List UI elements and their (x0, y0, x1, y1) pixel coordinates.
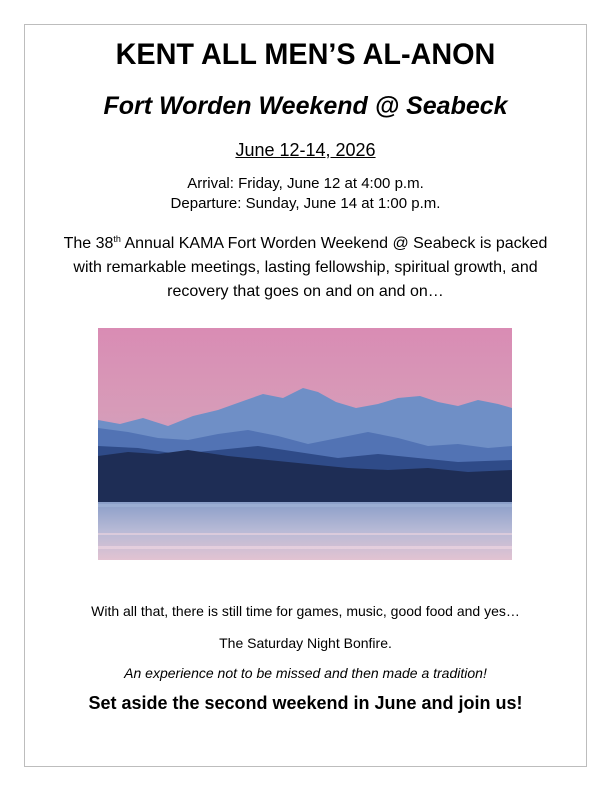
bonfire-line: The Saturday Night Bonfire. (219, 635, 392, 651)
event-subtitle: Fort Worden Weekend @ Seabeck (103, 92, 508, 120)
arrival-time: Arrival: Friday, June 12 at 4:00 p.m. (187, 175, 424, 192)
intro-paragraph (52, 232, 559, 304)
schedule (24, 174, 587, 214)
flyer-title: KENT ALL MEN’S AL-ANON (115, 38, 496, 71)
event-dates (24, 140, 587, 161)
call-to-action: Set aside the second weekend in June and join us! (88, 693, 523, 713)
intro-text: Annual KAMA Fort Worden Weekend @ Seabeck is packed with remarkable meetings, lasting fellowship, spiritual growth, and recovery that goes on and on and on… (73, 235, 548, 300)
departure-time: Departure: Sunday, June 14 at 1:00 p.m. (170, 195, 441, 212)
tradition-line: An experience not to be missed and then made a tradition! (124, 665, 487, 681)
event-dates-text: June 12-14, 2026 (235, 140, 376, 160)
intro-ordinal-suffix: th (113, 234, 121, 244)
games-music-line: With all that, there is still time for games, music, good food and yes… (91, 603, 520, 619)
intro-prefix: The 38 (63, 235, 114, 252)
mountain-lake-photo (98, 328, 512, 560)
